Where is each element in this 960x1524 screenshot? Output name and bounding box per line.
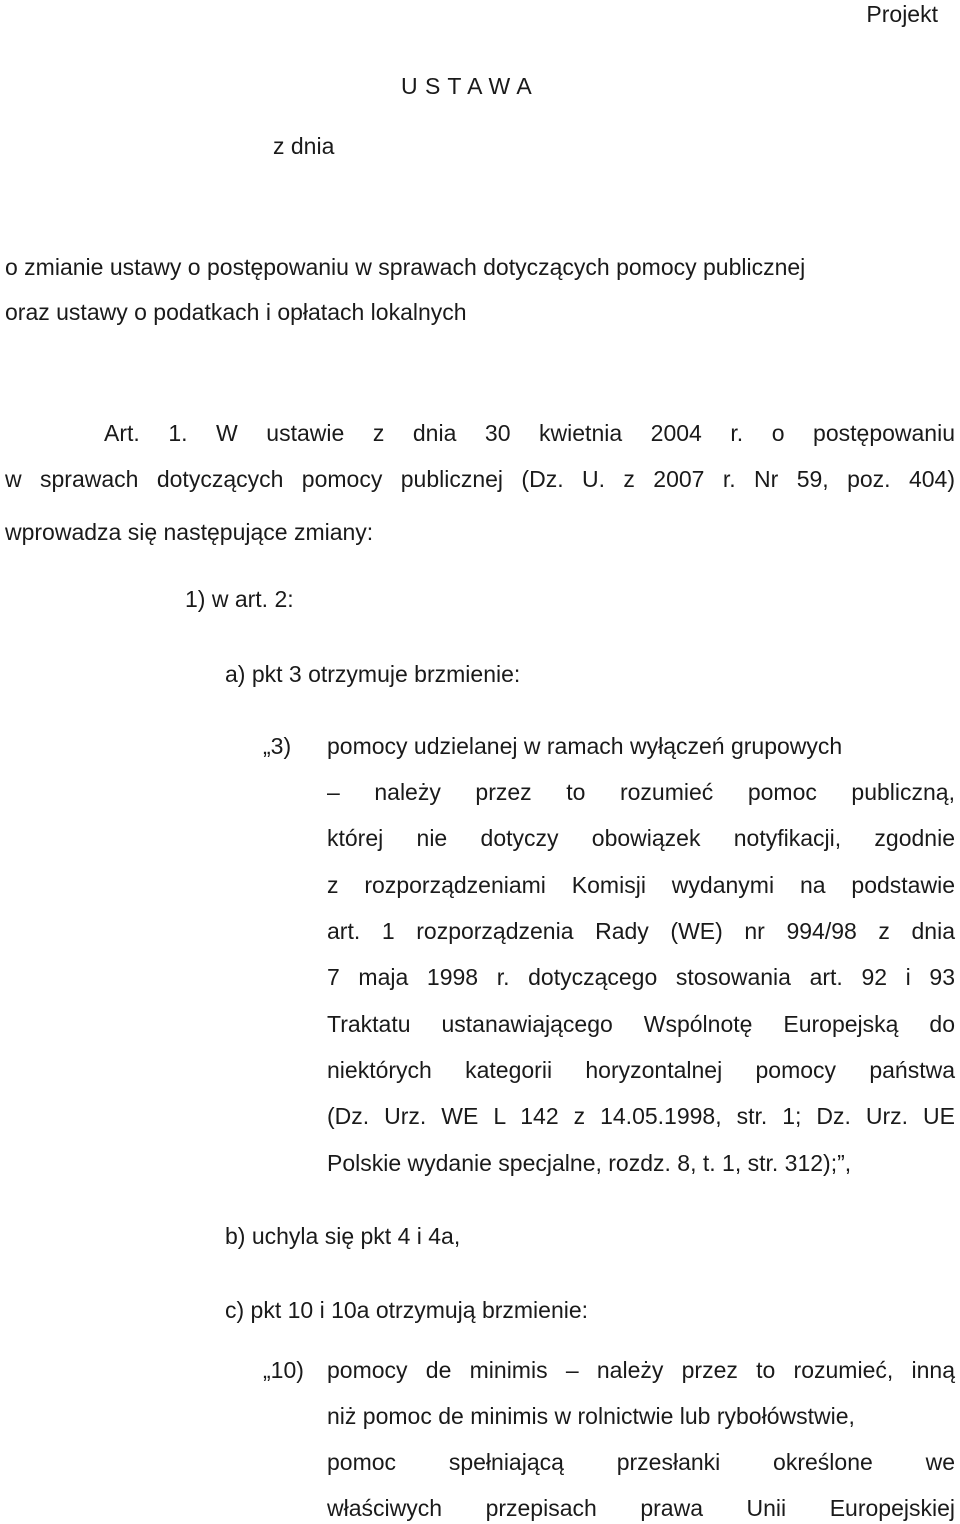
point-a: a) pkt 3 otrzymuje brzmienie: (225, 661, 521, 687)
quote-3-line: 7 maja 1998 r. dotyczącego stosowania art. 92 i 93 (327, 964, 955, 990)
quote-10-number: „10) (263, 1357, 304, 1383)
quote-3-line: – należy przez to rozumieć pomoc publiczną, (327, 779, 955, 805)
article-1-line-3: wprowadza się następujące zmiany: (5, 519, 374, 545)
quote-3-number: „3) (263, 733, 292, 759)
quote-3-line: art. 1 rozporządzenia Rady (WE) nr 994/98 z dnia (327, 918, 955, 944)
article-1-line-1: Art. 1. W ustawie z dnia 30 kwietnia 2004 r. o postępowaniu (104, 420, 955, 446)
quote-3-line: Polskie wydanie specjalne, rozdz. 8, t. 1, str. 312);”, (327, 1150, 852, 1176)
quote-10-line: niż pomoc de minimis w rolnictwie lub rybołówstwie, (327, 1403, 855, 1429)
quote-3-line: której nie dotyczy obowiązek notyfikacji, zgodnie (327, 825, 955, 851)
quote-10-line: pomoc spełniającą przesłanki określone we (327, 1449, 955, 1475)
quote-10-line: pomocy de minimis – należy przez to rozumieć, inną (327, 1357, 955, 1383)
quote-3-line: Traktatu ustanawiającego Wspólnotę Europejską do (327, 1011, 955, 1037)
point-b: b) uchyla się pkt 4 i 4a, (225, 1223, 461, 1249)
quote-3-line: (Dz. Urz. WE L 142 z 14.05.1998, str. 1; Dz. Urz. UE (327, 1103, 955, 1129)
date-line: z dnia (273, 133, 335, 159)
quote-10-line: właściwych przepisach prawa Unii Europejskiej (327, 1495, 955, 1521)
quote-3-line: pomocy udzielanej w ramach wyłączeń grupowych (327, 733, 843, 759)
act-title-line-1: o zmianie ustawy o postępowaniu w sprawach dotyczących pomocy publicznej (5, 254, 806, 280)
article-1-line-2: w sprawach dotyczących pomocy publicznej (Dz. U. z 2007 r. Nr 59, poz. 404) (5, 466, 955, 492)
quote-3-line: z rozporządzeniami Komisji wydanymi na podstawie (327, 872, 955, 898)
document-type-heading: U S T A W A (401, 73, 533, 99)
quote-3-line: niektórych kategorii horyzontalnej pomocy państwa (327, 1057, 955, 1083)
point-1: 1) w art. 2: (185, 586, 294, 612)
act-title-line-2: oraz ustawy o podatkach i opłatach lokalnych (5, 299, 467, 325)
draft-label: Projekt (866, 1, 938, 27)
point-c: c) pkt 10 i 10a otrzymują brzmienie: (225, 1297, 589, 1323)
